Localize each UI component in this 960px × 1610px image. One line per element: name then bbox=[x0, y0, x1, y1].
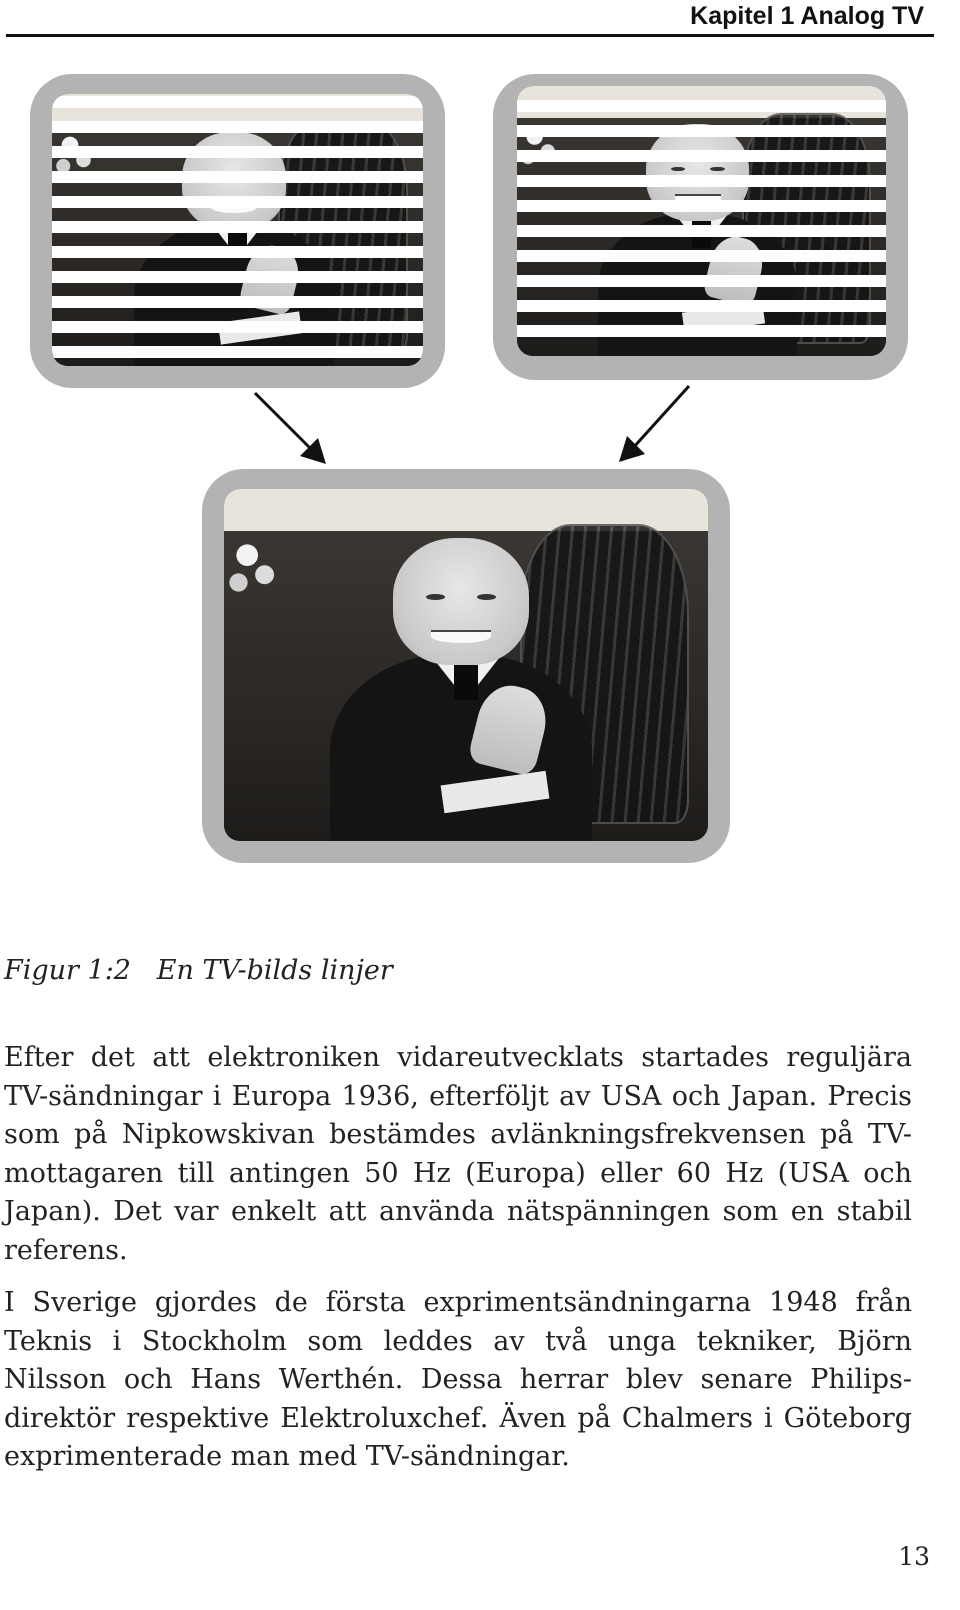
body-paragraph: Efter det att elektroniken vidareutvecklats startades reguljära TV-sändningar i Europa 1936, efterföljt av USA och Japan. Precis som på Nipkowskivan bestämdes avlänkningsfrekvensen på TV-mottagaren till antingen 50 Hz (Europa) eller 60 Hz (USA och Japan). Det var enkelt att använda nätspänningen som en stabil referens. bbox=[4, 1042, 912, 1266]
tv-screen-top-left bbox=[30, 74, 445, 388]
body-paragraph: I Sverige gjordes de första exprimentsändningarna 1948 från Teknis i Stockholm som leddes av två unga tekniker, Björn Nilsson och Hans Werthén. Dessa herrar blev senare Philips-direktör respektive Elektroluxchef. Även på Chalmers i Göteborg exprimenterade man med TV-sändningar. bbox=[4, 1287, 912, 1472]
tv-picture-full bbox=[224, 489, 708, 841]
chapter-title: Kapitel 1 Analog TV bbox=[690, 2, 924, 30]
figure-caption: Figur 1:2 En TV-bilds linjer bbox=[4, 955, 393, 986]
tv-screen-combined bbox=[202, 469, 730, 863]
page-number: 13 bbox=[898, 1542, 930, 1571]
tv-picture bbox=[52, 94, 423, 366]
arrow-down-right-icon bbox=[250, 388, 330, 468]
running-header bbox=[6, 0, 934, 37]
arrow-down-left-icon bbox=[615, 382, 695, 466]
photo-man-clapping bbox=[224, 489, 708, 841]
tv-picture bbox=[517, 86, 886, 356]
tv-screen-top-right bbox=[493, 74, 908, 380]
